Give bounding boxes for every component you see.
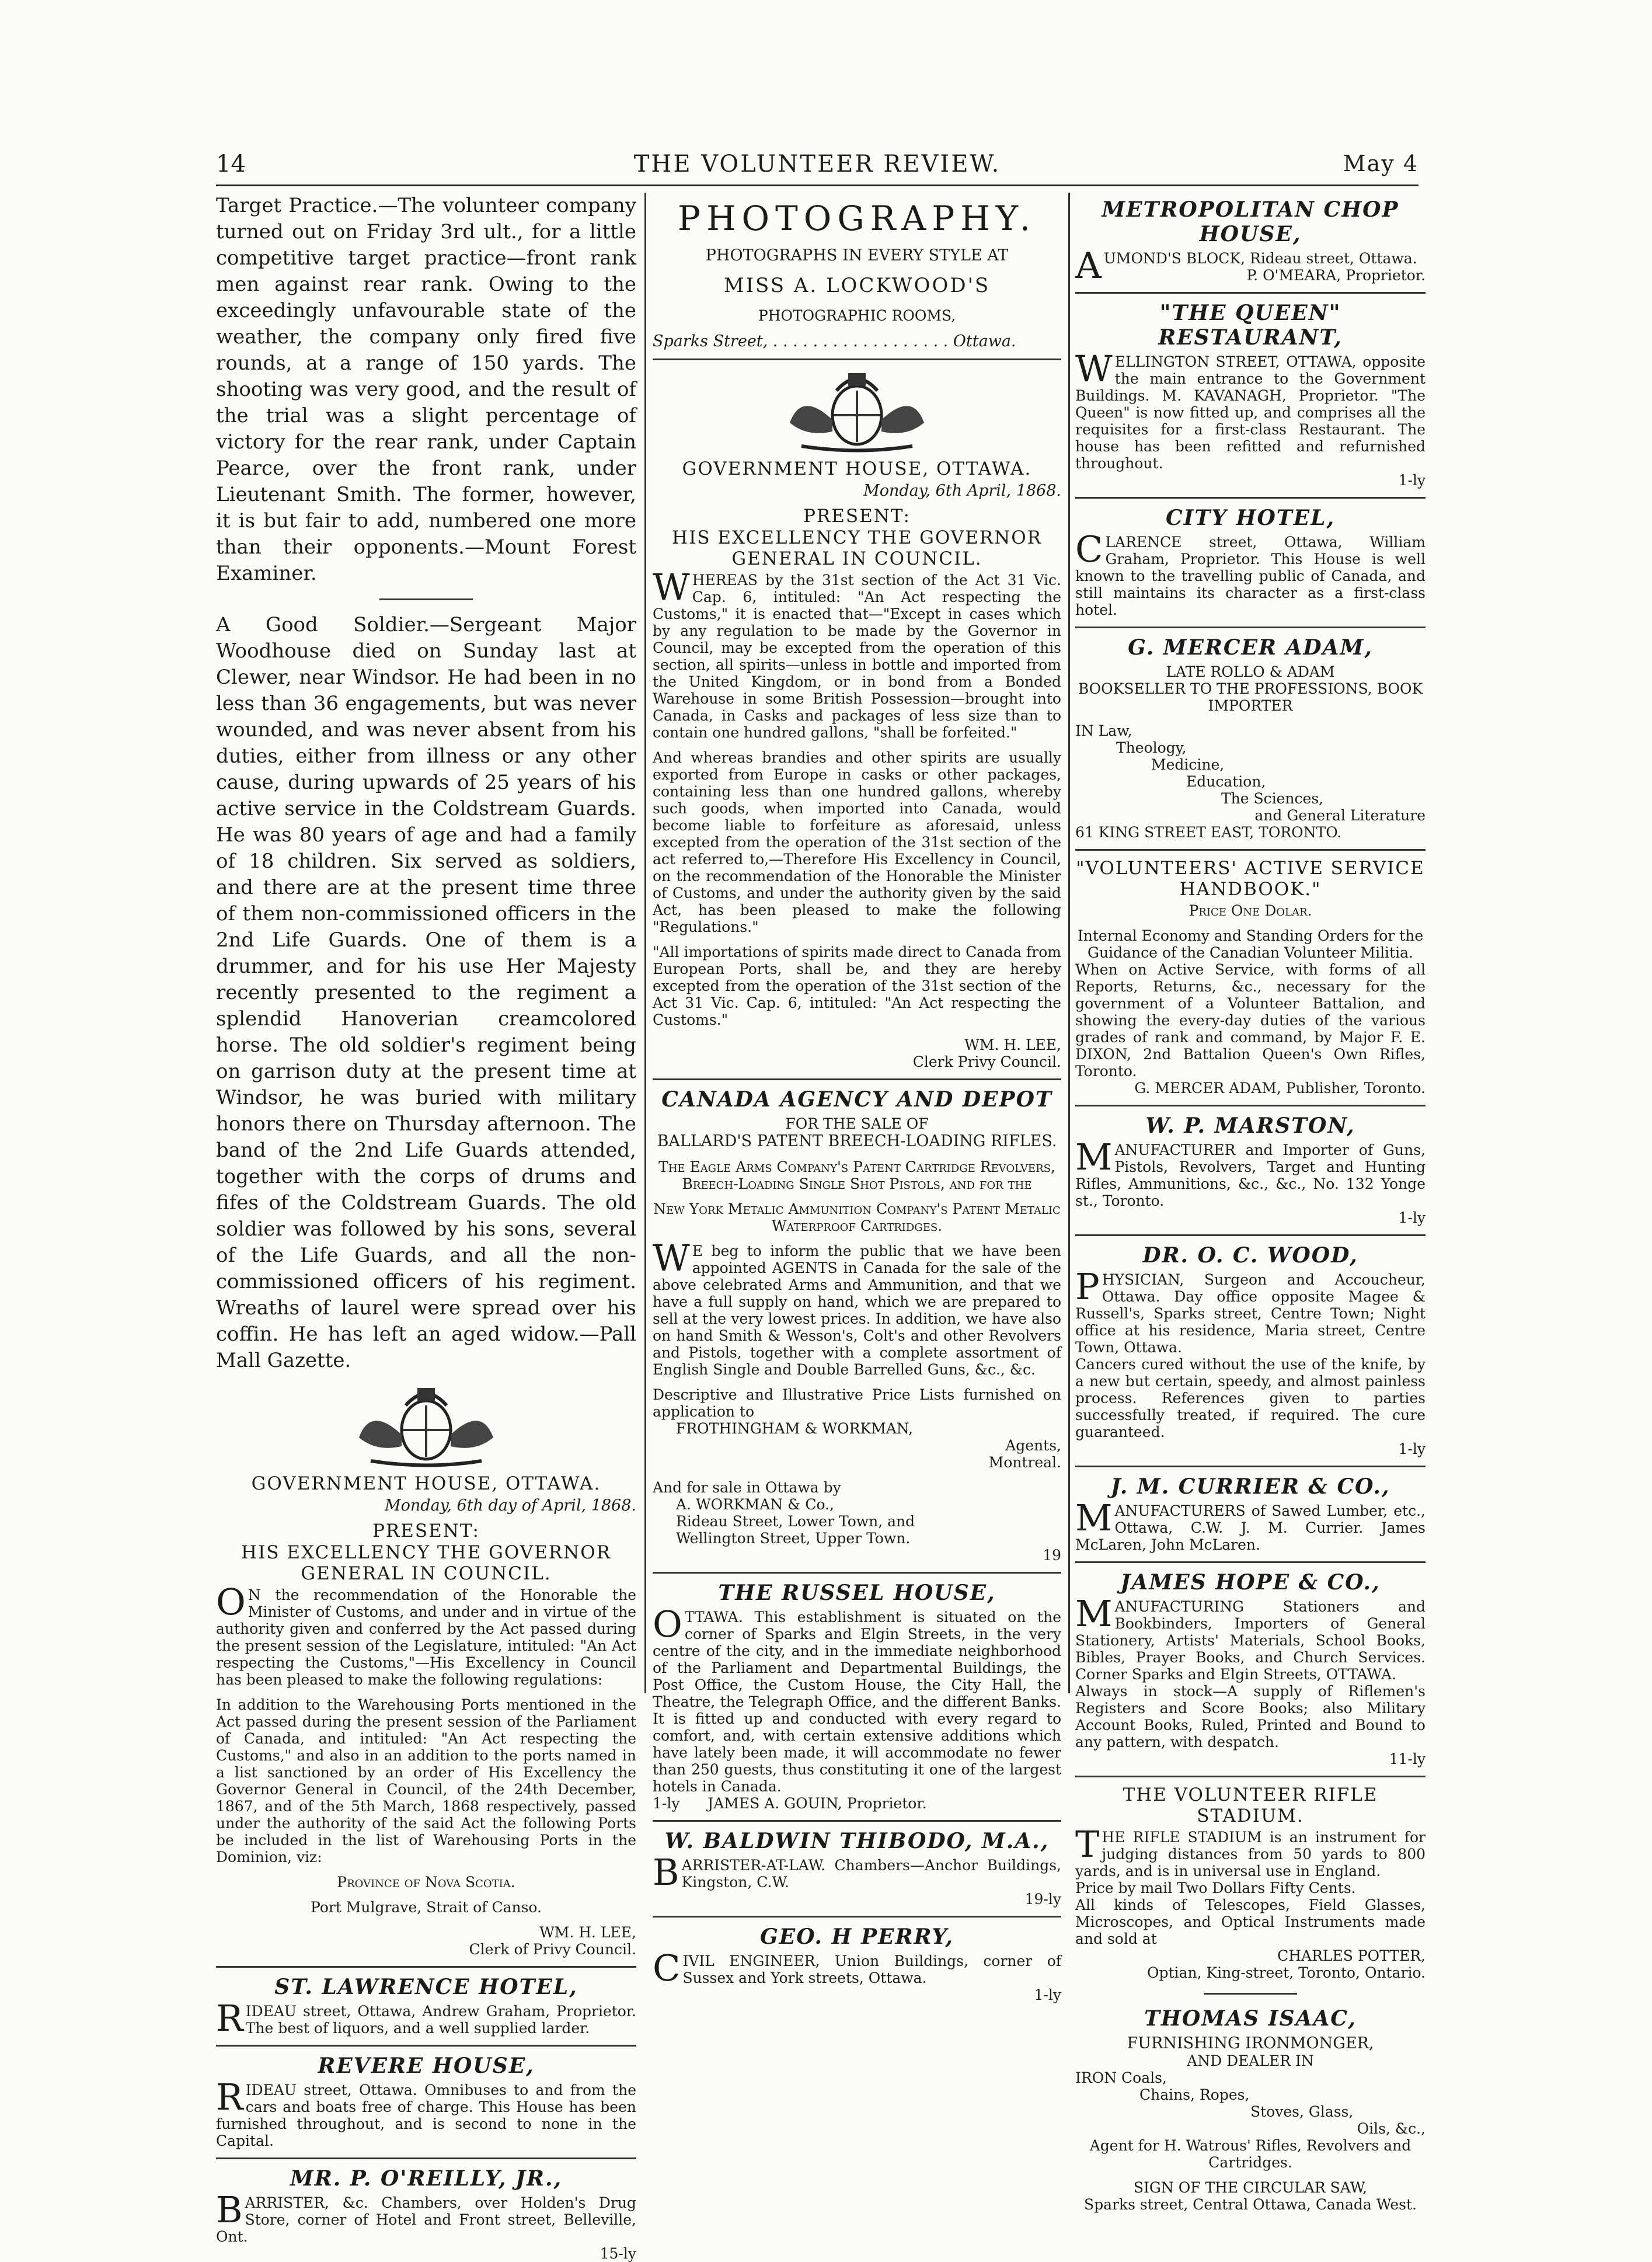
ad-agency-eagle: The Eagle Arms Company's Patent Cartridge Revolvers, Breech-Loading Single Shot Pistols, and for the — [658, 1158, 1055, 1192]
ad-adam-addr: 61 KING STREET EAST, TORONTO. — [1075, 824, 1342, 841]
ad-isaac-l3: IRON Coals, — [1075, 2069, 1167, 2086]
photography-line-2: MISS A. LOCKWOOD'S — [723, 274, 991, 297]
ad-thibodo-body: BARRISTER-AT-LAW. Chambers—Anchor Buildings, Kingston, C.W. — [653, 1851, 1061, 1894]
ad-isaac-agent: Agent for H. Watrous' Rifles, Revolvers and Cartridges. — [1089, 2137, 1411, 2171]
ad-queen-heading: "THE QUEEN" RESTAURANT, — [1158, 301, 1343, 350]
article-good-soldier: A Good Soldier.—Sergeant Major Woodhouse died on Sunday last at Clewer, near Windsor. He had been in no less than 36 engagements, but was never wounded, and was never absent from his duties, either from illness or any other cause, during upwards of 25 years of his active service in the Coldstream Guards. He was 80 years of age and had a family of 18 children. Six served as soldiers, and there are at the present time three of them non-commissioned officers in the 2nd Life Guards. One of them is a drummer, and for his use Her Majesty recently presented to the regiment a splendid Hanoverian creamcolored horse. The old soldier's regiment being on garrison duty at the present time at Windsor, he was buried with military honors there on Thursday afternoon. The band of the 2nd Life Guards attended, together with the corps of drums and fifes of the Coldstream Guards. The old soldier was followed by his sons, several of the Life Guards, and all the non-commissioned officers of his regiment. Wreaths of laurel were spread over his coffin. He has left an aged widow.—Pall Mall Gazette. — [216, 613, 636, 1372]
ad-hope-code: 11-ly — [1389, 1751, 1426, 1767]
ad-isaac-l6: Oils, &c., — [1357, 2120, 1426, 2137]
ad-adam-t2: Medicine, — [1151, 756, 1225, 773]
ad-queen-code: 1-ly — [1398, 472, 1426, 489]
divider — [1075, 849, 1426, 851]
ad-wood-body: PHYSICIAN, Surgeon and Accoucheur, Ottawa. Day office opposite Magee & Russell's, Sparks street, Centre Town; Night office at his residence, Maria street, Centre Town, Ottawa. — [1075, 1265, 1426, 1356]
ad-marston-body: MANUFACTURER and Importer of Guns, Pistols, Revolvers, Target and Hunting Rifles, Ammunitions, &c., &c., No. 132 Yonge st., Toronto. — [1075, 1136, 1426, 1209]
divider — [1075, 292, 1426, 294]
ad-hope-body-2: Always in stock—A supply of Riflemen's Registers and Score Books; also Military Account Books, Ruled, Printed and Bound to any pattern, with despatch. — [1075, 1683, 1426, 1751]
divider — [1075, 627, 1426, 628]
ad-chop-body: AUMOND'S BLOCK, Rideau street, Ottawa. — [1075, 244, 1417, 287]
divider — [653, 1916, 1061, 1918]
divider — [653, 1572, 1061, 1574]
ad-russel-footer — [653, 1795, 1061, 1812]
ad-agency-ny: New York Metalic Ammunition Company's Patent Metalic Waterproof Cartridges. — [653, 1200, 1061, 1234]
order-in-council-text: ON the recommendation of the Honorable the Minister of Customs, and under and in virtue of the authority given and conferred by the Act passed during the present session of the Legislature, intituled: "An Act respecting the Customs,"—His Excellency in Council has been pleased to make the following regulations: — [216, 1581, 636, 1688]
ad-thibodo-code: 19-ly — [1024, 1891, 1061, 1908]
signer-title: Clerk Privy Council. — [912, 1053, 1061, 1070]
column-rule-1 — [644, 193, 646, 1693]
short-rule — [379, 598, 473, 600]
ad-queen-body: WELLINGTON STREET, OTTAWA, opposite the main entrance to the Government Buildings. M. KAVANAGH, Proprietor. "The Queen" is now fitted up, and comprises all the requisites for a first-class Restaurant. The house has been refitted and refurnished throughout. — [1075, 347, 1426, 472]
port-label: Port Mulgrave, Strait of Canso. — [311, 1899, 542, 1916]
ad-handbook-price: Price One Dolar. — [1189, 902, 1312, 919]
column-1 — [216, 193, 636, 2262]
ad-isaac-l1: FURNISHING IRONMONGER, — [1127, 2034, 1374, 2052]
ad-handbook-body: Internal Economy and Standing Orders for the Guidance of the Canadian Volunteer Militia. — [1077, 927, 1424, 961]
ad-stadium-addr: Optian, King-street, Toronto, Ontario. — [1147, 1964, 1426, 1981]
ad-wood-code: 1-ly — [1398, 1440, 1426, 1457]
ad-isaac-heading: THOMAS ISAAC, — [1144, 2006, 1357, 2031]
divider — [653, 1078, 1061, 1080]
excellency-heading: HIS EXCELLENCY THE GOVERNOR GENERAL IN COUNCIL. — [672, 527, 1042, 569]
ad-currier-heading: J. M. CURRIER & CO., — [1110, 1474, 1390, 1499]
ad-currier-body: MANUFACTURERS of Sawed Lumber, etc., Ottawa, C.W. J. M. Currier. James McLaren, John McLaren. — [1075, 1497, 1426, 1553]
article-target-practice: Target Practice.—The volunteer company turned out on Friday 3rd ult., for a little competitive target practice—front rank men against rear rank. Owing to the exceedingly unfavourable state of the weather, the company only fired five rounds, at a range of 150 yards. The shooting was very good, and the result of the trial was a slight percentage of victory for the rear rank, under Captain Pearce, over the front rank, under Lieutenant Smith. The former, however, it is but fair to add, numbered one more than their opponents.—Mount Forest Examiner. — [216, 194, 636, 585]
ad-agency-wellington: Wellington Street, Upper Town. — [676, 1530, 911, 1547]
ad-handbook-heading: "VOLUNTEERS' ACTIVE SERVICE HANDBOOK." — [1076, 858, 1425, 900]
gov-house-date: Monday, 6th day of April, 1868. — [385, 1497, 636, 1515]
gov-house-date: Monday, 6th April, 1868. — [863, 482, 1061, 500]
ad-isaac-sign: SIGN OF THE CIRCULAR SAW, — [1133, 2179, 1368, 2196]
ad-adam-t5: and General Literature — [1254, 807, 1426, 824]
ad-agency-rifles: BALLARD'S PATENT BREECH-LOADING RIFLES. — [657, 1132, 1057, 1150]
ad-adam-late: LATE ROLLO & ADAM — [1166, 663, 1335, 680]
photography-heading: PHOTOGRAPHY. — [677, 199, 1037, 238]
photography-line-1: PHOTOGRAPHS IN EVERY STYLE AT — [705, 246, 1009, 265]
ad-isaac-l5: Stoves, Glass, — [1250, 2103, 1354, 2120]
province-label: Province of Nova Scotia. — [337, 1874, 515, 1891]
column-3 — [1075, 193, 1426, 2213]
ad-agency-code: 19 — [1043, 1547, 1061, 1564]
ad-agency-sub: FOR THE SALE OF — [785, 1115, 929, 1132]
ad-adam-t1: Theology, — [1116, 739, 1187, 756]
ad-st-lawrence-heading: ST. LAWRENCE HOTEL, — [274, 1975, 578, 1999]
signer-name: WM. H. LEE, — [539, 1924, 636, 1941]
ad-stadium-potter: CHARLES POTTER, — [1277, 1947, 1426, 1964]
excellency-heading: HIS EXCELLENCY THE GOVERNOR GENERAL IN COUNCIL. — [241, 1542, 611, 1584]
ad-revere-body: RIDEAU street, Ottawa. Omnibuses to and from the cars and boats free of charge. This House has been furnished throughout, and is second to none in the Capital. — [216, 2076, 636, 2149]
divider — [1075, 497, 1426, 499]
ad-wood-body-2: Cancers cured without the use of the knife, by a new but certain, speedy, and almost painless process. References given to parties successfully treated, if required. The cure guaranteed. — [1075, 1356, 1426, 1440]
ad-agency-firm: FROTHINGHAM & WORKMAN, — [676, 1420, 914, 1437]
header-rule — [216, 185, 1419, 186]
ad-city-heading: CITY HOTEL, — [1166, 506, 1335, 530]
ad-agency-workman: A. WORKMAN & Co., — [676, 1496, 834, 1513]
whereas-text-3: "All importations of spirits made direct to Canada from European Ports, shall be, and they are hereby excepted from the operation of the 31st section of the Act 31 Vic. Cap. 6, intituled: "An Act respecting the Customs." — [653, 944, 1061, 1028]
ad-russel-heading: THE RUSSEL HOUSE, — [718, 1581, 996, 1605]
ad-oreilly-body: BARRISTER, &c. Chambers, over Holden's Drug Store, corner of Hotel and Front street, Belleville, Ont. — [216, 2188, 636, 2245]
ad-agency-montreal: Montreal. — [988, 1454, 1061, 1471]
ad-adam-book: BOOKSELLER TO THE PROFESSIONS, BOOK IMPORTER — [1078, 680, 1423, 714]
present-label: PRESENT: — [372, 1520, 480, 1541]
gov-house-heading: GOVERNMENT HOUSE, OTTAWA. — [682, 458, 1032, 479]
photography-line-3: PHOTOGRAPHIC ROOMS, — [758, 307, 956, 324]
ad-agency-desc: Descriptive and Illustrative Price Lists furnished on application to — [653, 1386, 1061, 1420]
ad-thibodo-heading: W. BALDWIN THIBODO, M.A., — [664, 1829, 1050, 1853]
divider — [216, 2045, 636, 2047]
ad-isaac-l2: AND DEALER IN — [1187, 2052, 1314, 2069]
divider — [1075, 1234, 1426, 1236]
ad-adam-in: IN Law, — [1075, 722, 1132, 739]
divider — [1075, 1776, 1426, 1777]
divider — [1075, 1105, 1426, 1106]
divider — [216, 2157, 636, 2159]
ad-stadium-price: Price by mail Two Dollars Fifty Cents. — [1075, 1880, 1356, 1896]
issue-date: May 4 — [1343, 151, 1419, 176]
ad-agency-agents: Agents, — [1005, 1437, 1061, 1454]
ad-agency-rideau: Rideau Street, Lower Town, and — [676, 1513, 915, 1530]
ad-isaac-l4: Chains, Ropes, — [1139, 2086, 1250, 2103]
ad-agency-body: WE beg to inform the public that we have been appointed AGENTS in Canada for the sale of the above celebrated Arms and Ammunition, and that we have a full supply on hand, which we are prepared to sell at the very lowest prices. In addition, we have also on hand Smith & Wesson's, Colt's and other Revolvers and Pistols, together with a complete assortment of English Single and Double Barrelled Guns, &c., &c. — [653, 1237, 1061, 1378]
ad-handbook-pub: G. MERCER ADAM, Publisher, Toronto. — [1134, 1080, 1426, 1097]
ad-oreilly-heading: MR. P. O'REILLY, JR., — [290, 2166, 563, 2191]
royal-crest-icon — [347, 1382, 505, 1470]
ad-adam-t3: Education, — [1186, 773, 1266, 790]
ad-marston-heading: W. P. MARSTON, — [1145, 1113, 1355, 1138]
present-label: PRESENT: — [803, 506, 911, 527]
ad-russel-body: OTTAWA. This establishment is situated on the corner of Sparks and Elgin Streets, in the very centre of the city, and in the immediate neighborhood of the Parliament and Departmental Buildings, the Post Office, the Custom House, the City Hall, the Theatre, the Telegraph Office, and the different Banks. It is fitted up and conducted with every regard to comfort, and, with certain extensive additions which have lately been made, it will accommodate no fewer than 250 guests, thus constituting it one of the largest hotels in Canada. — [653, 1603, 1061, 1795]
ad-isaac-addr: Sparks street, Central Ottawa, Canada West. — [1084, 2196, 1417, 2213]
ad-perry-code: 1-ly — [1034, 1986, 1061, 2003]
divider — [1075, 1561, 1426, 1563]
divider — [653, 1820, 1061, 1822]
column-2 — [653, 193, 1061, 2003]
divider — [1075, 1466, 1426, 1467]
ad-agency-heading: CANADA AGENCY AND DEPOT — [661, 1087, 1052, 1112]
ad-stadium-body-2: All kinds of Telescopes, Field Glasses, Microscopes, and Optical Instruments made and sold at — [1075, 1896, 1426, 1947]
ad-perry-body: CIVIL ENGINEER, Union Buildings, corner of Sussex and York streets, Ottawa. — [653, 1947, 1061, 1989]
ad-wood-heading: DR. O. C. WOOD, — [1142, 1243, 1358, 1268]
ad-russel-prop: JAMES A. GOUIN, Proprietor. — [707, 1795, 927, 1812]
short-rule — [1204, 1993, 1297, 1995]
masthead-title: THE VOLUNTEER REVIEW. — [633, 151, 1001, 178]
ad-handbook-body-2: When on Active Service, with forms of all Reports, Returns, &c., necessary for the government of a Volunteer Battalion, and showing the every-day duties of the various grades of rank and command, by Major F. E. DIXON, 2nd Battalion Queen's Own Rifles, Toronto. — [1075, 961, 1426, 1080]
ad-russel-code: 1-ly — [653, 1795, 680, 1812]
signer-name: WM. H. LEE, — [964, 1036, 1061, 1053]
ad-stadium-heading: THE VOLUNTEER RIFLE STADIUM. — [1123, 1784, 1378, 1826]
divider — [216, 1966, 636, 1968]
signer-title: Clerk of Privy Council. — [469, 1941, 636, 1958]
ad-oreilly-code: 15-ly — [600, 2245, 636, 2262]
ad-revere-heading: REVERE HOUSE, — [318, 2054, 535, 2078]
divider — [653, 359, 1061, 360]
ad-hope-body: MANUFACTURING Stationers and Bookbinders, Importers of General Stationery, Artists' Materials, School Books, Bibles, Prayer Books, and Church Services. Corner Sparks and Elgin Streets, OTTAWA. — [1075, 1592, 1426, 1683]
order-in-council-text-2: In addition to the Warehousing Ports mentioned in the Act passed during the present session of the Parliament of Canada, and intituled: "An Act respecting the Customs," and also in an addition to the ports named in a list sanctioned by an order of His Excellency the Governor General in Council, of the 24th December, 1867, and of the 5th March, 1868 respectively, passed under the authority of the said Act the following Ports be included in the list of Warehousing Ports in the Dominion, viz: — [216, 1696, 636, 1866]
whereas-text-2: And whereas brandies and other spirits are usually exported from Europe in casks or other packages, containing less than one hundred gallons, whereby such goods, when imported into Canada, would become liable to forfeiture as aforesaid, unless excepted from the operation of the 31st section of the act referred to,—Therefore His Excellency in Council, on the recommendation of the Honorable the Minister of Customs, and under the authority given by the said Act, has been pleased to make the following "Regulations." — [653, 749, 1061, 935]
ad-adam-t4: The Sciences, — [1221, 790, 1324, 807]
whereas-text: WHEREAS by the 31st section of the Act 31 Vic. Cap. 6, intituled: "An Act respecting the Customs," it is enacted that—"Except in cases which by any regulation to be made by the Governor in Council, may be excepted from the operation of this section, all spirits—unless in bottle and imported from the United Kingdom, or in bond from a Bonded Warehouse in some British Possession—brought into Canada, in Casks and packages of less size than to contain one hundred gallons, "shall be forfeited." — [653, 566, 1061, 741]
ad-city-body: CLARENCE street, Ottawa, William Graham, Proprietor. This House is well known to the travelling public of Canada, and still maintains its character as a first-class hotel. — [1075, 528, 1426, 618]
ad-perry-heading: GEO. H PERRY, — [760, 1925, 954, 1949]
ad-stadium-body: THE RIFLE STADIUM is an instrument for judging distances from 50 yards to 800 yards, and is in universal use in England. — [1075, 1823, 1426, 1880]
ad-adam-heading: G. MERCER ADAM, — [1128, 635, 1373, 660]
page-header — [216, 151, 1419, 186]
column-rule-2 — [1068, 193, 1070, 1693]
ad-hope-heading: JAMES HOPE & CO., — [1120, 1570, 1381, 1595]
gov-house-heading: GOVERNMENT HOUSE, OTTAWA. — [251, 1473, 601, 1494]
photography-line-4: Sparks Street, . . . . . . . . . . . . . . . . . . Ottawa. — [653, 332, 1016, 350]
ad-st-lawrence-body: RIDEAU street, Ottawa, Andrew Graham, Proprietor. The best of liquors, and a well supplied larder. — [216, 1997, 636, 2040]
ad-chop-prop: P. O'MEARA, Proprietor. — [1246, 267, 1426, 284]
ad-agency-sale: And for sale in Ottawa by — [653, 1479, 841, 1496]
page-number: 14 — [216, 151, 246, 178]
royal-crest-icon — [778, 367, 936, 455]
ad-chop-heading: METROPOLITAN CHOP HOUSE, — [1102, 197, 1399, 246]
ad-marston-code: 1-ly — [1398, 1209, 1426, 1226]
